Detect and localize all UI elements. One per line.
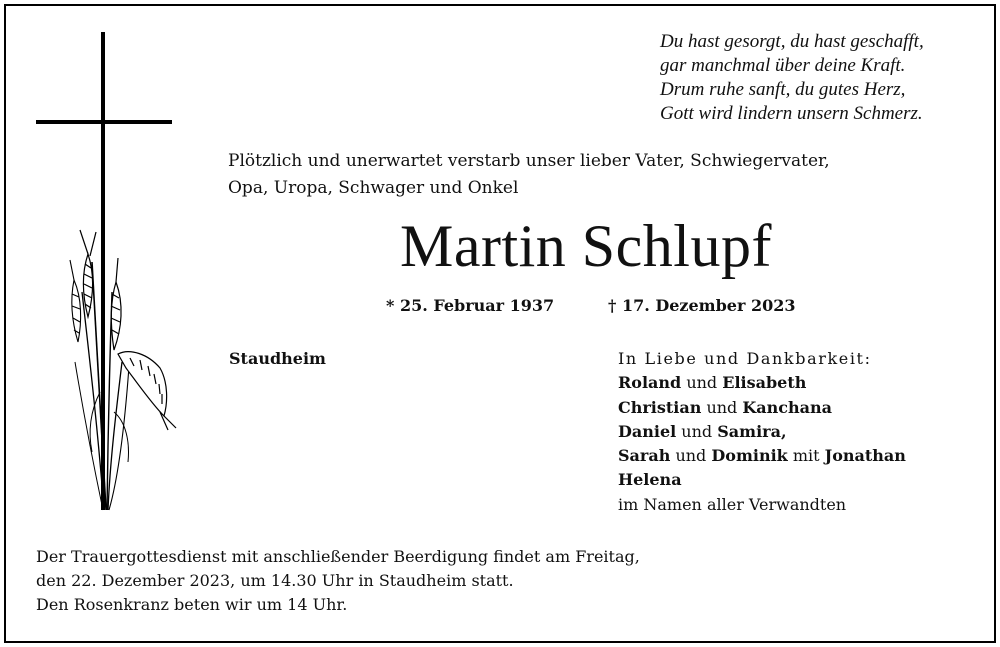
poem-line: Gott wird lindern unsern Schmerz. [660, 103, 923, 124]
family-heading: In Liebe und Dankbarkeit: [618, 349, 872, 368]
service-line: Der Trauergottesdienst mit anschließender Beerdigung findet am Freitag, [36, 547, 640, 566]
family-closing: im Namen aller Verwandten [618, 494, 847, 514]
cross-with-wheat-icon [30, 32, 180, 517]
intro-line: Opa, Uropa, Schwager und Onkel [228, 178, 519, 198]
family-row: Helena [618, 470, 682, 490]
poem-line: Du hast gesorgt, du hast geschafft, [660, 31, 924, 52]
death-date: † 17. Dezember 2023 [608, 296, 796, 315]
poem-line: gar manchmal über deine Kraft. [660, 55, 906, 76]
family-row: Roland und Elisabeth [618, 373, 807, 393]
place-of-residence: Staudheim [229, 349, 326, 368]
poem-line: Drum ruhe sanft, du gutes Herz, [660, 79, 906, 100]
family-row: Daniel und Samira, [618, 421, 787, 441]
family-mourners [618, 347, 978, 517]
birth-date: * 25. Februar 1937 [386, 296, 555, 315]
service-line: Den Rosenkranz beten wir um 14 Uhr. [36, 595, 348, 614]
funeral-service-info [36, 545, 936, 617]
family-row: Sarah und Dominik mit Jonathan [618, 446, 906, 466]
deceased-name: Martin Schlupf [400, 213, 772, 279]
intro-text [228, 148, 948, 202]
family-row: Christian und Kanchana [618, 397, 833, 417]
memorial-poem [660, 30, 980, 126]
service-line: den 22. Dezember 2023, um 14.30 Uhr in Staudheim statt. [36, 571, 514, 590]
intro-line: Plötzlich und unerwartet verstarb unser lieber Vater, Schwiegervater, [228, 151, 830, 171]
life-dates [386, 294, 846, 318]
